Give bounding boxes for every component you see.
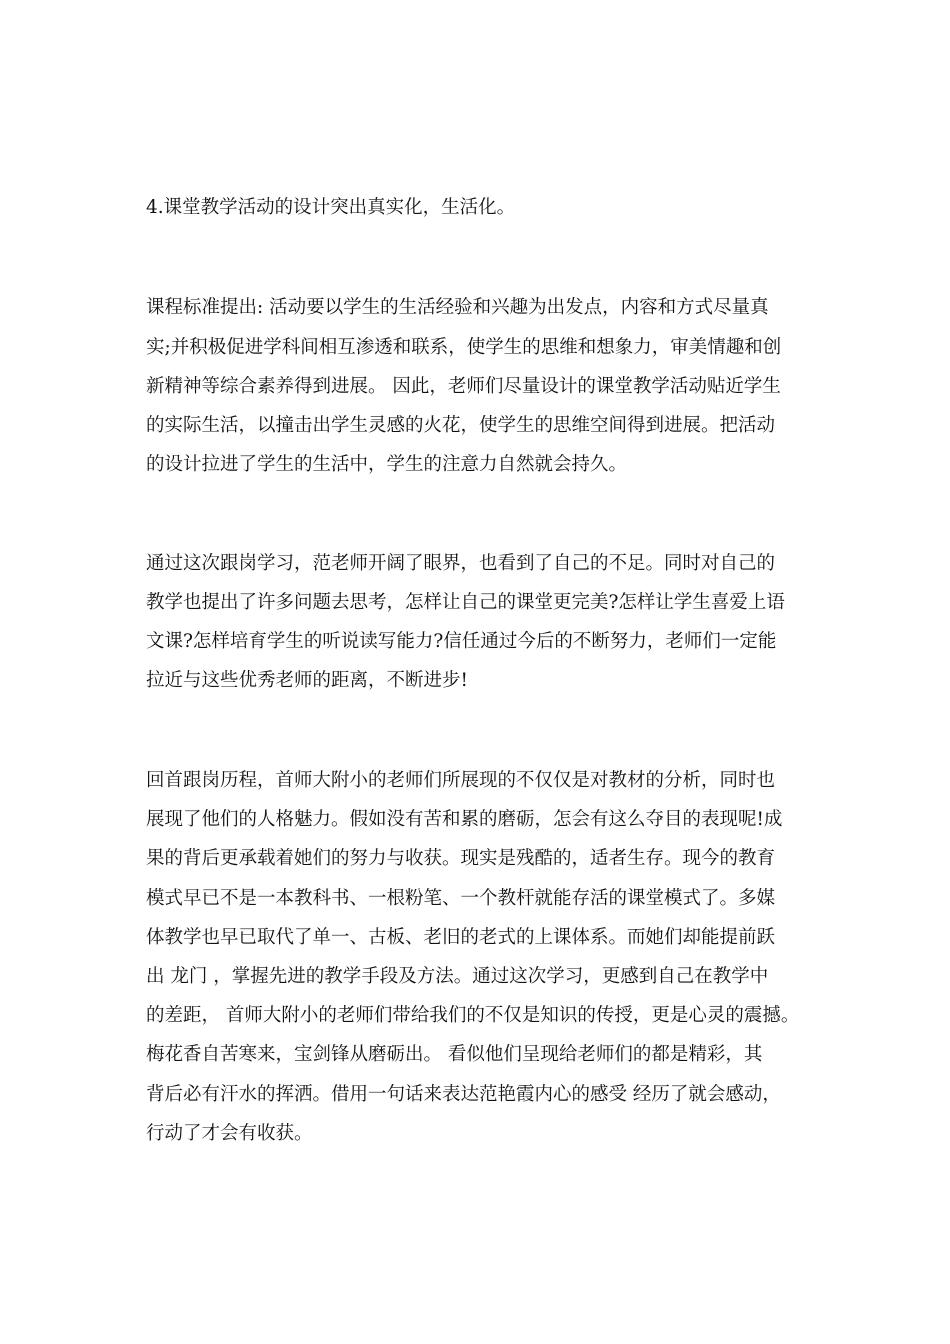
paragraph-line: 展现了他们的人格魅力。假如没有苦和累的磨砺，怎会有这么夺目的表现呢!成 (146, 809, 783, 830)
paragraph-line: 的差距， 首师大附小的老师们带给我们的不仅是知识的传授，更是心灵的震撼。 (146, 1005, 800, 1026)
paragraph-line: 的实际生活，以撞击出学生灵感的火花，使学生的思维空间得到进展。把活动 (146, 415, 776, 436)
paragraph-line: 模式早已不是一本教科书、一根粉笔、一个教杆就能存活的课堂模式了。多媒 (146, 888, 776, 909)
paragraph-line: 出 龙门 ，掌握先进的教学手段及方法。通过这次学习，更感到自己在教学中 (146, 966, 769, 987)
paragraph-line: 文课?怎样培育学生的听说读写能力?信任通过今后的不断努力，老师们一定能 (146, 631, 777, 652)
paragraph-line: 行动了才会有收获。 (146, 1123, 313, 1144)
section-heading: 4.课堂教学活动的设计突出真实化，生活化。 (146, 197, 516, 218)
paragraph-line: 的设计拉进了学生的生活中，学生的注意力自然就会持久。 (146, 454, 628, 475)
paragraph-line: 梅花香自苦寒来，宝剑锋从磨砺出。 看似他们呈现给老师们的都是精彩，其 (146, 1044, 763, 1065)
paragraph-line: 背后必有汗水的挥洒。借用一句话来表达范艳霞内心的感受 经历了就会感动， (146, 1084, 781, 1105)
paragraph-line: 通过这次跟岗学习，范老师开阔了眼界，也看到了自己的不足。同时对自己的 (146, 553, 776, 574)
paragraph-line: 课程标准提出: 活动要以学生的生活经验和兴趣为出发点，内容和方式尽量真 (146, 297, 769, 318)
paragraph-line: 回首跟岗历程，首师大附小的老师们所展现的不仅仅是对教材的分析，同时也 (146, 770, 776, 791)
paragraph-line: 教学也提出了许多问题去思考，怎样让自己的课堂更完美?怎样让学生喜爱上语 (146, 592, 785, 613)
paragraph-line: 实;并积极促进学科间相互渗透和联系，使学生的思维和想象力，审美情趣和创 (146, 337, 782, 358)
paragraph-line: 新精神等综合素养得到进展。 因此，老师们尽量设计的课堂教学活动贴近学生 (146, 376, 781, 397)
paragraph-line: 果的背后更承载着她们的努力与收获。现实是残酷的，适者生存。现今的教育 (146, 848, 776, 869)
paragraph-line: 拉近与这些优秀老师的距离，不断进步! (146, 670, 468, 691)
paragraph-line: 体教学也早已取代了单一、古板、老旧的老式的上课体系。而她们却能提前跃 (146, 927, 776, 948)
